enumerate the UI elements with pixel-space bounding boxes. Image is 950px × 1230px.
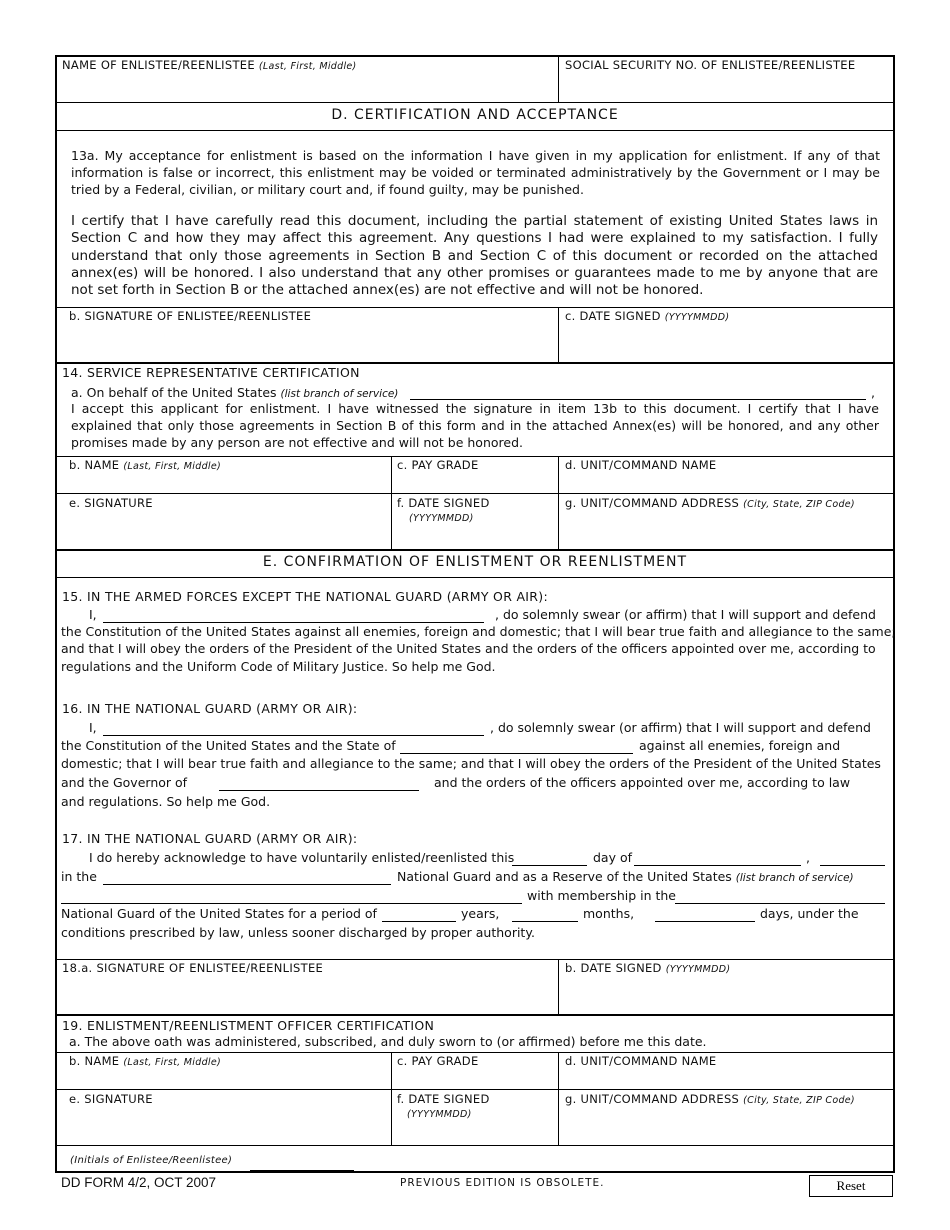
item-18b-label: b. DATE SIGNED (YYYYMMDD): [565, 961, 731, 975]
rep-signature-field[interactable]: [69, 514, 385, 544]
item-17-line4a: National Guard of the United States for a period of: [61, 906, 377, 921]
item-15-title: 15. IN THE ARMED FORCES EXCEPT THE NATIONAL GUARD (ARMY OR AIR):: [62, 589, 548, 604]
item-17-line2b: National Guard and as a Reserve of the United States (list branch of service): [397, 869, 854, 884]
item-17-line4b: years,: [461, 906, 500, 921]
date-signed-13c-field[interactable]: [565, 330, 887, 356]
item-19b-label: b. NAME (Last, First, Middle): [69, 1054, 221, 1068]
enlistee-signature-18a-field[interactable]: [62, 980, 553, 1008]
divider: [55, 307, 895, 308]
divider: [55, 1052, 895, 1053]
item-17-title: 17. IN THE NATIONAL GUARD (ARMY OR AIR):: [62, 831, 358, 846]
item-15-line2: the Constitution of the United States against all enemies, foreign and domestic; that I will bear true faith and allegiance to the same;: [61, 624, 896, 639]
name-label: NAME OF ENLISTEE/REENLISTEE (Last, First, Middle): [62, 58, 357, 72]
divider: [55, 577, 895, 578]
item-16-i: I,: [89, 720, 97, 735]
governor-of-field[interactable]: [219, 777, 419, 791]
ssn-label: SOCIAL SECURITY NO. OF ENLISTEE/REENLISTEE: [565, 58, 856, 72]
divider: [391, 1052, 392, 1145]
item-19d-label: d. UNIT/COMMAND NAME: [565, 1054, 717, 1068]
reset-button[interactable]: Reset: [809, 1175, 893, 1197]
divider: [55, 102, 895, 103]
officer-date-signed-field[interactable]: [397, 1123, 552, 1141]
enlistee-name-field[interactable]: [62, 76, 552, 98]
enlistee-signature-field[interactable]: [69, 330, 553, 356]
divider: [55, 1145, 895, 1146]
ssn-field[interactable]: [565, 76, 887, 98]
oath-16-name-field[interactable]: [103, 722, 484, 736]
item-18a-label: 18.a. SIGNATURE OF ENLISTEE/REENLISTEE: [62, 961, 324, 975]
divider: [55, 1014, 895, 1016]
item-14c-label: c. PAY GRADE: [397, 458, 479, 472]
months-field[interactable]: [512, 908, 578, 922]
national-guard-state-field[interactable]: [103, 871, 391, 885]
paragraph-13a-certify: I certify that I have carefully read this document, including the partial statement of existing United States laws in Section C and how they may affect this agreement. Any questions I had were explained to my satisfaction. I fully understand that only those agreements in Section B and Section C of this document or recorded on the attached annex(es) will be honored. I also understand that any other promises or guarantees made to me by anyone that are not set forth in Section B or the attached annex(es) are not effective and will not be honored.: [71, 213, 878, 299]
item-19f-label: f. DATE SIGNED (YYYYMMDD): [397, 1092, 490, 1120]
item-16-line1: , do solemnly swear (or affirm) that I will support and defend: [490, 720, 871, 735]
officer-signature-field[interactable]: [69, 1110, 385, 1140]
item-15-line3: and that I will obey the orders of the President of the United States and the orders of the officers appointed over me, according to: [61, 641, 876, 656]
divider: [55, 130, 895, 131]
item-19-title: 19. ENLISTMENT/REENLISTMENT OFFICER CERTIFICATION: [62, 1018, 435, 1033]
item-17-line2a: in the: [61, 869, 97, 884]
item-19c-label: c. PAY GRADE: [397, 1054, 479, 1068]
item-17-line3: with membership in the: [527, 888, 676, 903]
date-signed-18b-field[interactable]: [565, 980, 887, 1008]
rep-unit-name-field[interactable]: [565, 474, 887, 490]
form-id: DD FORM 4/2, OCT 2007: [61, 1175, 217, 1190]
divider: [55, 362, 895, 364]
item-14d-label: d. UNIT/COMMAND NAME: [565, 458, 717, 472]
divider: [558, 55, 559, 102]
section-e-title: E. CONFIRMATION OF ENLISTMENT OR REENLISTMENT: [262, 554, 688, 570]
comma: ,: [871, 385, 875, 400]
divider: [558, 456, 559, 549]
item-14-title: 14. SERVICE REPRESENTATIVE CERTIFICATION: [62, 365, 360, 380]
initials-label: (Initials of Enlistee/Reenlistee): [70, 1155, 233, 1166]
obsolete-notice: PREVIOUS EDITION IS OBSOLETE.: [400, 1177, 605, 1189]
year-field[interactable]: [820, 852, 885, 866]
item-14b-label: b. NAME (Last, First, Middle): [69, 458, 221, 472]
day-number-field[interactable]: [512, 852, 587, 866]
initials-field[interactable]: [250, 1157, 354, 1171]
officer-unit-address-field[interactable]: [565, 1110, 887, 1140]
branch-of-service-field[interactable]: [410, 386, 866, 400]
item-14a-text: a. On behalf of the United States (list branch of service): [71, 385, 399, 400]
oath-15-name-field[interactable]: [103, 609, 484, 623]
rep-pay-grade-field[interactable]: [397, 474, 552, 490]
item-19e-label: e. SIGNATURE: [69, 1092, 153, 1106]
years-field[interactable]: [382, 908, 456, 922]
divider: [558, 307, 559, 362]
reserve-branch-field[interactable]: [61, 890, 522, 904]
item-14e-label: e. SIGNATURE: [69, 496, 153, 510]
item-15-line1: , do solemnly swear (or affirm) that I will support and defend: [495, 607, 876, 622]
item-17-line1c: ,: [806, 850, 810, 865]
divider: [558, 959, 559, 1014]
month-field[interactable]: [634, 852, 801, 866]
rep-date-signed-field[interactable]: [397, 527, 552, 545]
rep-name-field[interactable]: [69, 474, 385, 490]
divider: [55, 549, 895, 551]
rep-unit-address-field[interactable]: [565, 514, 887, 544]
item-16-line4a: and the Governor of: [61, 775, 188, 790]
item-14a-body: I accept this applicant for enlistment. I have witnessed the signature in item 13b to this document. I certify that I have explained that only those agreements in Section B of this form and in the attached Annex(es) will be honored, and any other promises made by any person are not effective and will not be honored.: [71, 401, 879, 450]
divider: [558, 1052, 559, 1145]
item-16-line2b: against all enemies, foreign and: [639, 738, 841, 753]
divider: [55, 959, 895, 960]
item-16-line2a: the Constitution of the United States and the State of: [61, 738, 396, 753]
divider: [55, 1089, 895, 1090]
divider: [391, 456, 392, 549]
state-field[interactable]: [400, 740, 633, 754]
item-17-line1a: I do hereby acknowledge to have voluntarily enlisted/reenlisted this: [89, 850, 515, 865]
section-d-title: D. CERTIFICATION AND ACCEPTANCE: [331, 107, 619, 123]
item-17-line5: conditions prescribed by law, unless sooner discharged by proper authority.: [61, 925, 535, 940]
item-15-line4: regulations and the Uniform Code of Military Justice. So help me God.: [61, 659, 496, 674]
membership-field[interactable]: [675, 890, 885, 904]
item-14f-label: f. DATE SIGNED (YYYYMMDD): [397, 496, 490, 524]
item-19a-text: a. The above oath was administered, subscribed, and duly sworn to (or affirmed) before me this date.: [69, 1034, 707, 1049]
item-16-title: 16. IN THE NATIONAL GUARD (ARMY OR AIR):: [62, 701, 358, 716]
item-19g-label: g. UNIT/COMMAND ADDRESS (City, State, ZIP Code): [565, 1092, 855, 1106]
officer-name-field[interactable]: [69, 1070, 385, 1086]
sig-13b-label: b. SIGNATURE OF ENLISTEE/REENLISTEE: [69, 309, 312, 323]
item-15-i: I,: [89, 607, 97, 622]
paragraph-13a: 13a. My acceptance for enlistment is based on the information I have given in my application for enlistment. If any of that information is false or incorrect, this enlistment may be voided or terminated administratively by the Government or I may be tried by a Federal, civilian, or military court and, if found guilty, may be punished.: [71, 148, 880, 197]
officer-unit-name-field[interactable]: [565, 1070, 887, 1086]
divider: [55, 456, 895, 457]
date-13c-label: c. DATE SIGNED (YYYYMMDD): [565, 309, 730, 323]
item-17-line1b: day of: [593, 850, 633, 865]
item-17-line4d: days, under the: [760, 906, 859, 921]
officer-pay-grade-field[interactable]: [397, 1070, 552, 1086]
item-16-line5: and regulations. So help me God.: [61, 794, 271, 809]
item-16-line3: domestic; that I will bear true faith and allegiance to the same; and that I will obey the orders of the President of the United States: [61, 756, 881, 771]
item-17-line4c: months,: [583, 906, 635, 921]
days-field[interactable]: [655, 908, 755, 922]
item-16-line4b: and the orders of the officers appointed over me, according to law: [434, 775, 851, 790]
item-14g-label: g. UNIT/COMMAND ADDRESS (City, State, ZIP Code): [565, 496, 855, 510]
divider: [55, 493, 895, 494]
